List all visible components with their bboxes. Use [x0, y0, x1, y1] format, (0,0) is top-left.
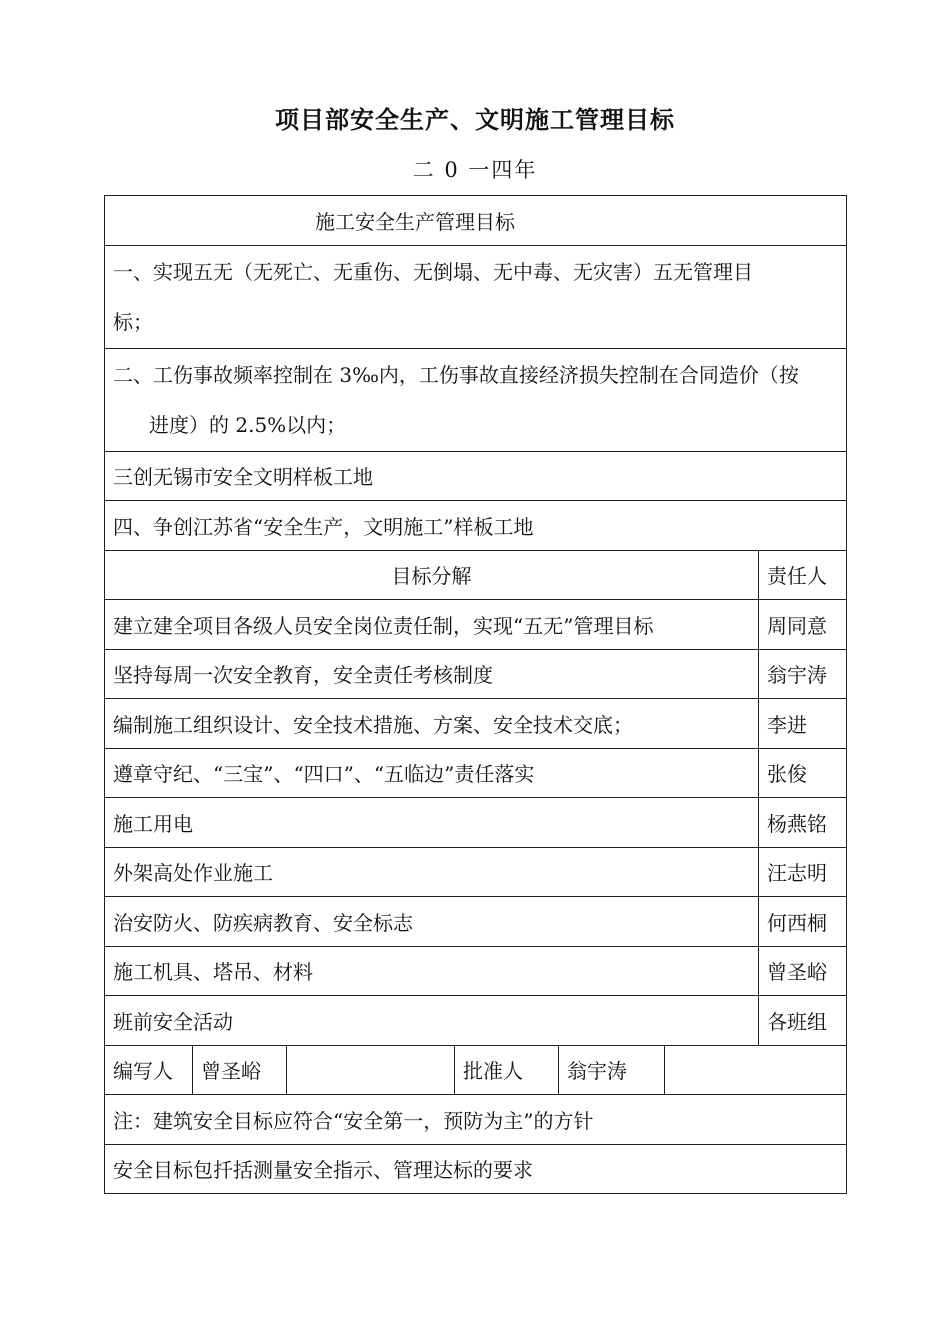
breakdown-task: 治安防火、防疾病教育、安全标志: [105, 897, 759, 947]
section-title-row: [105, 196, 847, 246]
approver-label: 批准人: [455, 1045, 559, 1095]
goal-text-continued: 进度）的 2.5%以内；: [149, 412, 347, 437]
note-text: 安全目标包扦括测量安全指示、管理达标的要求: [105, 1144, 847, 1194]
breakdown-task: 外架高处作业施工: [105, 847, 759, 897]
breakdown-task: 坚持每周一次安全教育，安全责任考核制度: [105, 649, 759, 699]
approver-name: 翁宇涛: [559, 1045, 665, 1095]
document-year: 二 0 一四年: [412, 158, 538, 182]
goal-row: [105, 451, 847, 501]
breakdown-header: 目标分解: [105, 550, 759, 600]
note-text: 注：建筑安全目标应符合“安全第一，预防为主”的方针: [105, 1095, 847, 1145]
table-row: [105, 748, 847, 798]
goal-cell: 四、争创江苏省“安全生产，文明施工”样板工地: [105, 501, 847, 551]
table-row: [105, 600, 847, 650]
writer-name: 曾圣峪: [193, 1045, 287, 1095]
responsible-person: 汪志明: [759, 847, 847, 897]
goal-text: 二、工伤事故频率控制在 3‰内，工伤事故直接经济损失控制在合同造价（按: [113, 362, 799, 387]
goal-text-continued: 标；: [113, 309, 153, 334]
safety-goals-table: [104, 195, 847, 1194]
responsible-person: 各班组: [759, 996, 847, 1046]
breakdown-task: 班前安全活动: [105, 996, 759, 1046]
responsible-person: 张俊: [759, 748, 847, 798]
breakdown-task: 编制施工组织设计、安全技术措施、方案、安全技术交底；: [105, 699, 759, 749]
document-title: 项目部安全生产、文明施工管理目标: [275, 105, 675, 134]
note-row: [105, 1095, 847, 1145]
goal-row: [105, 348, 847, 451]
responsible-person: 杨燕铭: [759, 798, 847, 848]
goal-row: [105, 501, 847, 551]
goal-row: [105, 245, 847, 348]
table-row: [105, 847, 847, 897]
table-row: [105, 649, 847, 699]
table-row: [105, 699, 847, 749]
breakdown-task: 遵章守纪、“三宝”、“四口”、“五临边”责任落实: [105, 748, 759, 798]
goal-cell: 三创无锡市安全文明样板工地: [105, 451, 847, 501]
blank-cell: [665, 1045, 847, 1095]
breakdown-task: 建立建全项目各级人员安全岗位责任制，实现“五无”管理目标: [105, 600, 759, 650]
table-row: [105, 897, 847, 947]
table-row: [105, 946, 847, 996]
table-row: [105, 996, 847, 1046]
writer-label: 编写人: [105, 1045, 193, 1095]
goal-cell: [105, 245, 847, 348]
note-row: [105, 1144, 847, 1194]
breakdown-task: 施工机具、塔吊、材料: [105, 946, 759, 996]
goal-cell: [105, 348, 847, 451]
responsible-person: 李进: [759, 699, 847, 749]
blank-cell: [287, 1045, 455, 1095]
breakdown-task: 施工用电: [105, 798, 759, 848]
responsible-person: 周同意: [759, 600, 847, 650]
breakdown-header-row: [105, 550, 847, 600]
section-title: 施工安全生产管理目标: [105, 196, 847, 246]
signoff-row: [105, 1045, 847, 1095]
goal-text: 一、实现五无（无死亡、无重伤、无倒塌、无中毒、无灾害）五无管理目: [113, 259, 753, 284]
responsible-person: 翁宇涛: [759, 649, 847, 699]
responsible-person: 曾圣峪: [759, 946, 847, 996]
table-row: [105, 798, 847, 848]
responsible-person: 何西桐: [759, 897, 847, 947]
responsible-header: 责任人: [759, 550, 847, 600]
